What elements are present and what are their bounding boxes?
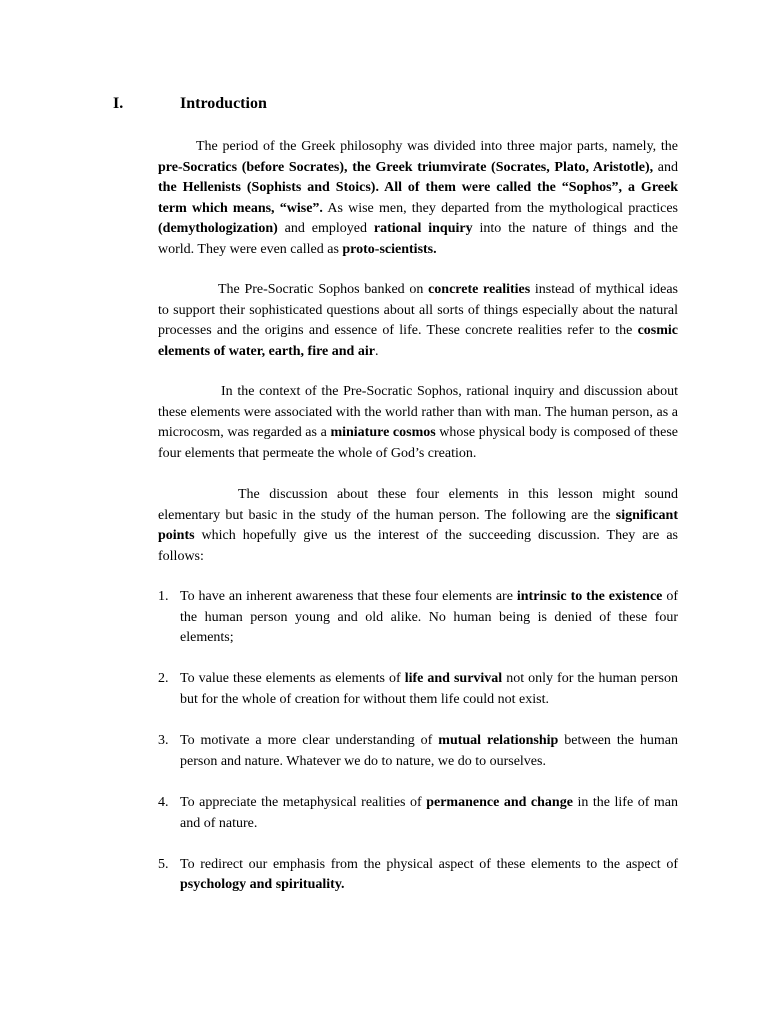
list-marker: 3.	[158, 733, 169, 749]
body-text: into the nature of things and the world. They were even called as	[158, 221, 679, 257]
body-text: not only for the human person but for the whole of creation for without them life could not exist.	[180, 671, 678, 707]
section-heading	[113, 93, 673, 117]
list-item-text	[180, 857, 678, 893]
list-item	[158, 731, 678, 772]
body-text: To redirect our emphasis from the physical aspect of these elements to the aspect of	[180, 856, 678, 872]
list-item	[158, 669, 678, 710]
bold-text: (demythologization)	[158, 221, 278, 237]
body-text: To have an inherent awareness that these four elements are	[180, 589, 517, 604]
list-item	[158, 587, 678, 649]
body-text: In the context of the Pre-Socratic Sophos, rational inquiry and discussion about these elements were associated with the world rather than with man. The human person, as a microcosm, was regarded as a	[158, 384, 678, 441]
bold-text: pre-Socratics (before Socrates), the Greek triumvirate (Socrates, Plato, Aristotle),	[158, 159, 654, 175]
list-item	[158, 793, 678, 834]
bold-text: psychology and spirituality.	[180, 877, 345, 893]
section-title: Introduction	[180, 95, 267, 112]
bold-text: rational inquiry	[373, 221, 473, 237]
paragraph-significant-points	[158, 485, 678, 567]
body-text: and	[653, 159, 679, 175]
list-marker: 5.	[158, 856, 169, 872]
body-text: The period of the Greek philosophy was divided into three major parts, namely, the	[196, 139, 678, 154]
section-number: I.	[113, 95, 124, 112]
body-text: The Pre-Socratic Sophos banked on	[218, 282, 429, 297]
bold-text: the Hellenists (Sophists and Stoics). All of them were called the “Sophos”, a Greek term which means, “wise”.	[158, 180, 678, 216]
list-item-text	[180, 733, 678, 769]
body-text: As wise men, they departed from the mythological practices	[322, 200, 679, 216]
body-text: instead of mythical ideas to support their sophisticated questions about all sorts of things especially about the natural processes and the origins and essence of life. These concrete realities refer to the	[158, 282, 679, 339]
bold-text: intrinsic to the existence	[516, 589, 663, 604]
body-text: whose physical body is composed of these four elements that permeate the whole of God’s creation.	[158, 425, 678, 461]
body-text: in the life of man and of nature.	[180, 794, 678, 831]
list-marker: 4.	[158, 794, 169, 810]
bold-text: cosmic elements of water, earth, fire and air	[158, 323, 678, 359]
paragraph-concrete-realities	[158, 280, 678, 362]
bold-text: significant points	[158, 507, 678, 544]
body-text: The discussion about these four elements in this lesson might sound elementary but basic in the study of the human person. The following are the	[158, 487, 678, 523]
body-text: To motivate a more clear understanding of	[180, 733, 439, 749]
paragraph-greek-philosophy-periods	[158, 137, 678, 261]
bold-text: proto-scientists.	[342, 241, 437, 257]
paragraph-microcosm	[158, 382, 678, 464]
list-item	[158, 855, 678, 896]
list-item-text	[180, 671, 678, 707]
body-text: .	[374, 343, 379, 359]
list-item-text	[180, 795, 678, 831]
body-text: of the human person young and old alike. No human being is denied of these four elements;	[180, 589, 678, 646]
body-text: To value these elements as elements of	[180, 671, 405, 687]
body-text: To appreciate the metaphysical realities of	[180, 794, 427, 810]
list-item-text	[180, 589, 678, 645]
bold-text: life and survival	[404, 671, 503, 687]
bold-text: miniature cosmos	[330, 425, 436, 441]
body-text: and employed	[277, 221, 374, 237]
bold-text: permanence and change	[426, 794, 573, 810]
significant-points-list	[158, 587, 678, 917]
body-text: which hopefully give us the interest of the succeeding discussion. They are as follows:	[158, 528, 678, 564]
body-text: between the human person and nature. Whatever we do to nature, we do to ourselves.	[180, 733, 678, 769]
bold-text: concrete realities	[428, 282, 531, 297]
list-marker: 1.	[158, 589, 169, 604]
list-marker: 2.	[158, 671, 169, 687]
bold-text: mutual relationship	[438, 733, 559, 749]
